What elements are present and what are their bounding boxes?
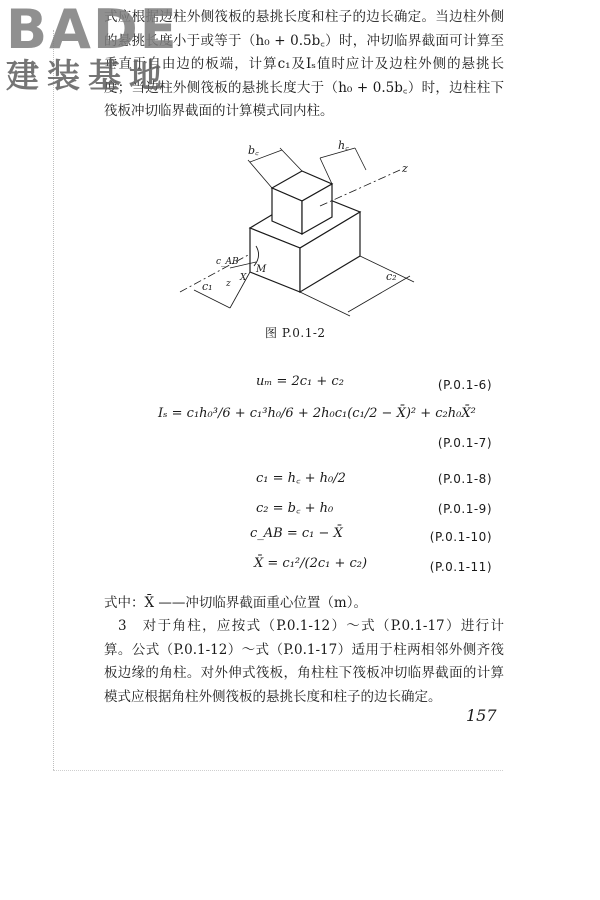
label-z-bottom: z (226, 279, 231, 289)
equation-7-number: (P.0.1-7) (437, 436, 492, 450)
label-bc: b꜀ (248, 144, 259, 157)
equation-10 (150, 526, 500, 554)
equation-7 (150, 404, 500, 454)
equation-8 (150, 468, 500, 496)
where-clause-text: 式中：X̄ ——冲切临界截面重心位置（m）。 (104, 595, 367, 611)
equation-10-number: (P.0.1-10) (429, 530, 492, 544)
equation-8-text: c₁ = h꜀ + h₀/2 (256, 471, 346, 486)
figure-caption: 图 P.0.1-2 (265, 326, 326, 340)
equation-6-text: uₘ = 2c₁ + c₂ (256, 374, 344, 389)
equation-9-number: (P.0.1-9) (437, 502, 492, 516)
watermark-logo-cn: 建装基地 (6, 56, 170, 95)
equation-10-text: c_AB = c₁ − X̄ (250, 526, 343, 541)
dim-ext-hc-b (355, 148, 366, 170)
equation-7-text: Iₛ = c₁h₀³/6 + c₁³h₀/6 + 2h₀c₁(c₁/2 − X̄)² + c₂h₀X̄² (158, 406, 476, 421)
watermark-logo (6, 0, 179, 102)
equation-9 (150, 498, 500, 526)
dim-line-c2 (348, 276, 410, 312)
label-hc: h꜀ (338, 140, 349, 152)
equation-6 (150, 374, 500, 402)
equation-9-text: c₂ = b꜀ + h₀ (256, 501, 334, 516)
label-cab: c_AB (216, 257, 239, 267)
where-clause (104, 592, 504, 616)
dim-ext-c2-b (300, 292, 350, 316)
page-number: 157 (466, 706, 497, 725)
equation-8-number: (P.0.1-8) (437, 472, 492, 486)
label-x: X (240, 273, 247, 283)
label-m: M (256, 264, 267, 275)
edge-column-punching-figure (170, 140, 470, 320)
label-c2: c₂ (386, 270, 397, 283)
watermark-logo-en: BADE (6, 0, 179, 61)
equation-11-text: X̄ = c₁²/(2c₁ + c₂) (254, 556, 368, 571)
label-z-top: z (402, 162, 408, 175)
equation-11-number: (P.0.1-11) (429, 560, 492, 574)
item-3-paragraph (104, 615, 504, 709)
equation-11 (150, 556, 500, 584)
item-3-text: 3 对于角柱，应按式（P.0.1-12）～式（P.0.1-17）进行计算。公式（P.0.1-12）～式（P.0.1-17）适用于柱两相邻外侧齐筏板边缘的角柱。对外伸式筏板，角柱柱下筏板冲切临界截面的计算模式应根据角柱外侧筏板的悬挑长度和柱子的边长确定。 (104, 618, 504, 705)
page-bottom-edge-line (53, 770, 503, 771)
label-c1: c₁ (202, 280, 213, 293)
dim-ext-bc-b (280, 148, 302, 171)
top-paragraph-text: 式应根据边柱外侧筏板的悬挑长度和柱子的边长确定。当边柱外侧的悬挑长度小于或等于（h₀ + 0.5b꜀）时，冲切临界截面可计算至垂直于自由边的板端，计算c₁及Iₛ值时应计及边柱外侧的悬挑长度；当边柱外侧筏板的悬挑长度大于（h₀ + 0.5b꜀）时，边柱柱下筏板冲切临界截面的计算模式同内柱。 (104, 9, 504, 119)
equation-6-number: (P.0.1-6) (437, 378, 492, 392)
dim-ext-bc-a (248, 160, 272, 188)
page-edge-line (53, 30, 54, 770)
